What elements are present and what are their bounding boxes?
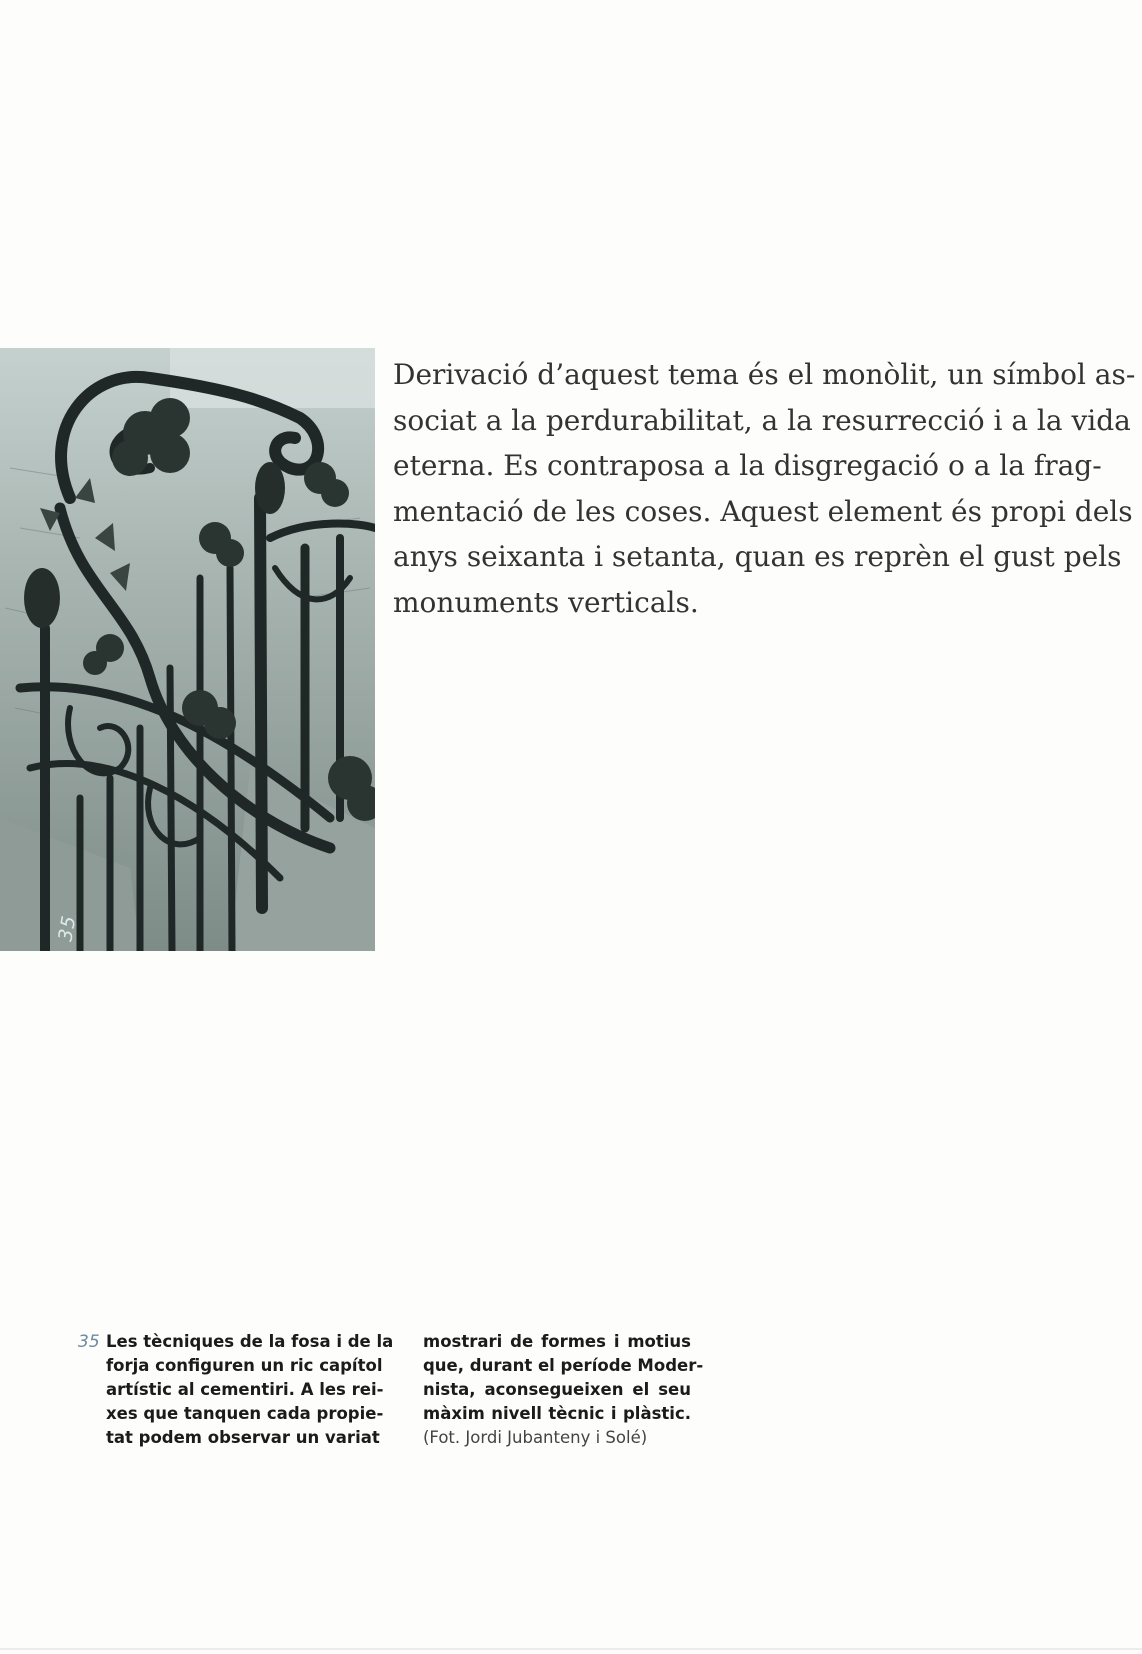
- caption-line: xes que tanquen cada propie-: [106, 1404, 384, 1423]
- body-line: anys seixanta i setanta, quan es reprèn el gust pels: [393, 540, 1122, 573]
- body-line: Derivació d’aquest tema és el monòlit, un símbol as-: [393, 358, 1136, 391]
- caption-line: nista, aconsegueixen el seu: [423, 1380, 691, 1399]
- body-paragraph: [393, 352, 1136, 625]
- caption-column-right: [423, 1330, 704, 1450]
- figure-number-on-photo: 35: [54, 913, 81, 943]
- caption-column-left: [106, 1330, 394, 1450]
- railing-illustration: [0, 348, 375, 951]
- caption-line: tat podem observar un variat: [106, 1428, 380, 1447]
- page-edge: [0, 1648, 1142, 1650]
- photo-credit: (Fot. Jordi Jubanteny i Solé): [423, 1428, 648, 1447]
- caption-line: mostrari de formes i motius: [423, 1332, 691, 1351]
- body-line: eterna. Es contraposa a la disgregació o a la frag-: [393, 449, 1102, 482]
- caption-line: artístic al cementiri. A les rei-: [106, 1380, 384, 1399]
- caption-line: que, durant el període Moder-: [423, 1356, 704, 1375]
- body-line: mentació de les coses. Aquest element és propi dels: [393, 494, 1133, 528]
- caption-line: forja configuren un ric capítol: [106, 1356, 383, 1375]
- body-line: monuments verticals.: [393, 585, 699, 619]
- caption-figure-number: 35: [78, 1332, 100, 1352]
- body-line: sociat a la perdurabilitat, a la resurrecció i a la vida: [393, 403, 1131, 437]
- caption-line: màxim nivell tècnic i plàstic.: [423, 1404, 691, 1423]
- figure-photo: [0, 348, 375, 951]
- caption-line: Les tècniques de la fosa i de la: [106, 1332, 394, 1351]
